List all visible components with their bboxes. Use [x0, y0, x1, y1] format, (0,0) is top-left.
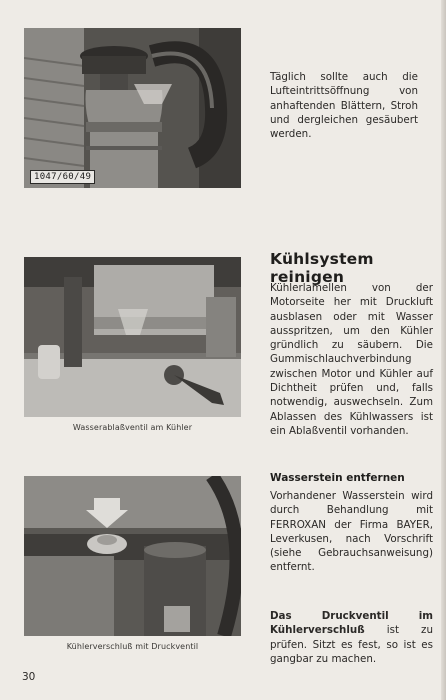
drain-valve-caption: Wasserablaßventil am Kühler	[72, 423, 193, 432]
pressure-valve-rest: ist zu prüfen. Sitzt es fest, so ist es gangbar zu machen.	[270, 624, 433, 665]
pressure-valve-text	[270, 609, 433, 666]
photo-plate-label: 1047/60/49	[30, 170, 95, 184]
radiator-cap-illustration	[24, 476, 241, 636]
drain-valve-illustration	[24, 257, 241, 417]
radiator-cap-photo	[24, 476, 241, 636]
air-filter-photo	[24, 28, 241, 188]
drain-valve-photo	[24, 257, 241, 417]
pressure-valve-bold: Das Druckventil im Kühlerverschluß	[270, 610, 433, 637]
scale-text: Vorhandener Wasserstein wird durch Behandlung mit FERROXAN der Firma BAYER, Leverkusen, nach Vorschrift (siehe Gebrauchsanweisung) entfernt.	[270, 490, 433, 574]
cooling-heading: Kühlsystem reinigen	[270, 250, 374, 286]
cooling-text: Kühlerlamellen von der Motorseite her mit Druckluft ausblasen oder mit Wasser ausspritzen, um den Kühler gründlich zu säubern. Die Gummischlauchverbindung zwischen Motor und Kühler auf Dichtheit prüfen und, falls notwendig, auswechseln. Zum Ablassen des Kühlwassers ist ein Ablaßventil vorhanden.	[270, 282, 433, 437]
scale-heading: Wasserstein entfernen	[270, 472, 405, 484]
radiator-cap-caption: Kühlerverschluß mit Druckventil	[66, 642, 199, 651]
air-filter-illustration	[24, 28, 241, 188]
page-number: 30	[22, 671, 36, 683]
air-filter-text: Täglich sollte auch die Lufteintrittsöffnung von anhaftenden Blättern, Stroh und dergleichen gesäubert werden.	[270, 71, 418, 141]
page-edge	[441, 0, 446, 700]
